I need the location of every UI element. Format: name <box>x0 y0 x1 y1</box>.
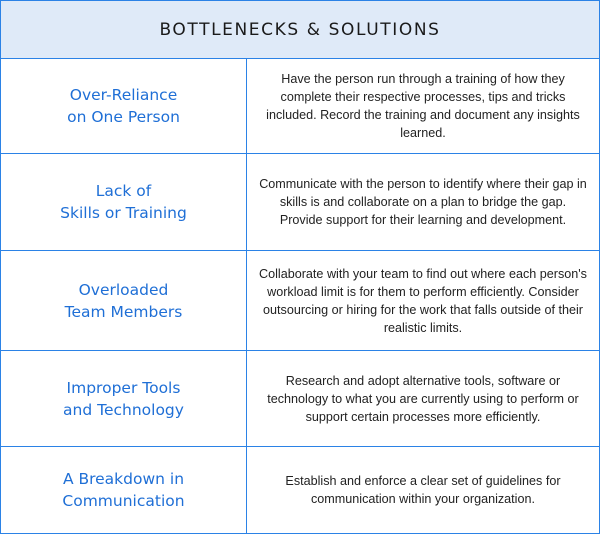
bottleneck-label: Improper Tools and Technology <box>63 378 184 419</box>
table-row <box>1 251 599 351</box>
table-row <box>1 447 599 533</box>
bottleneck-cell <box>1 251 247 350</box>
table-title: BOTTLENECKS & SOLUTIONS <box>159 19 441 40</box>
bottleneck-label: Over-Reliance on One Person <box>67 86 180 126</box>
bottleneck-cell <box>1 447 247 533</box>
solution-text: Collaborate with your team to find out where each person's workload limit is for them to perform efficiently. Consider outsourcing or hiring for the work that falls outside of their realistic limits. <box>259 266 587 335</box>
bottleneck-cell <box>1 154 247 250</box>
solution-cell <box>247 447 599 533</box>
solution-text: Establish and enforce a clear set of guidelines for communication within your organization. <box>285 474 561 506</box>
solution-text: Research and adopt alternative tools, software or technology to what you are currently using to perform or support certain processes more efficiently. <box>267 373 579 424</box>
table-row <box>1 154 599 251</box>
solution-cell <box>247 154 599 250</box>
bottleneck-cell <box>1 351 247 446</box>
bottleneck-label: A Breakdown in Communication <box>62 470 185 510</box>
solution-cell <box>247 59 599 153</box>
solution-cell <box>247 351 599 446</box>
table-row <box>1 59 599 154</box>
bottleneck-label: Overloaded Team Members <box>64 280 183 321</box>
table-header <box>1 1 599 59</box>
solution-text: Communicate with the person to identify where their gap in skills is and collaborate on a plan to bridge the gap. Provide support for their learning and development. <box>259 177 587 227</box>
solution-text: Have the person run through a training of how they complete their respective processes, tips and tricks included. Record the training and document any insights learned. <box>266 72 580 140</box>
bottleneck-cell <box>1 59 247 153</box>
solution-cell <box>247 251 599 350</box>
table-row <box>1 351 599 447</box>
bottleneck-label: Lack of Skills or Training <box>60 182 187 222</box>
